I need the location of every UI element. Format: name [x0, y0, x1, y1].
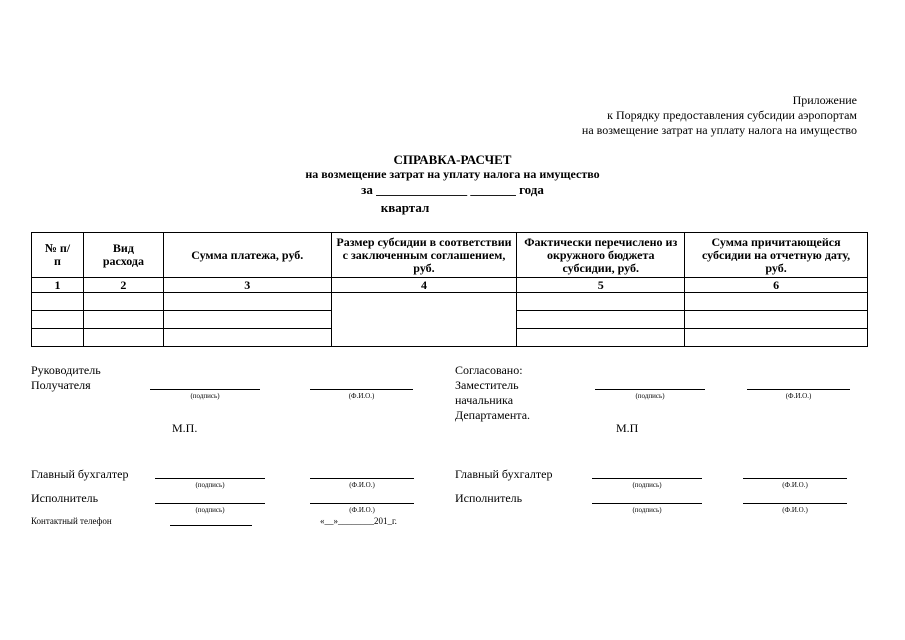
head-fio-line[interactable]	[310, 389, 413, 390]
table-cell[interactable]	[163, 311, 331, 329]
left-executor-label: Исполнитель	[31, 491, 99, 505]
contact-phone-label: Контактный телефон	[31, 516, 112, 526]
deputy-fio-caption: (Ф.И.О.)	[785, 392, 812, 400]
table-cell[interactable]	[517, 311, 685, 329]
quarter-label	[0, 200, 905, 216]
table-cell[interactable]	[685, 311, 868, 329]
col-number-3: 3	[163, 278, 331, 293]
deputy-label-line-2: начальника	[455, 393, 514, 407]
header-subsidy-due: Сумма причитающейся субсидии на отчетную дату, руб.	[685, 233, 868, 278]
right-accountant-signature-caption: (подпись)	[632, 481, 662, 489]
right-executor-signature-line[interactable]	[592, 503, 702, 504]
document-subtitle: на возмещение затрат на уплату налога на имущество	[305, 167, 600, 181]
left-executor-signature-caption: (подпись)	[195, 506, 225, 514]
head-label-line-2: Получателя	[31, 378, 91, 392]
left-accountant-signature-line[interactable]	[155, 478, 265, 479]
right-stamp-label: М.П	[616, 421, 639, 435]
left-accountant-fio-line[interactable]	[310, 478, 414, 479]
header-subsidy-size: Размер субсидии в соответствии с заключенным соглашением, руб.	[331, 233, 517, 278]
right-accountant-signature-line[interactable]	[592, 478, 702, 479]
appendix-line-3: на возмещение затрат на уплату налога на имущество	[581, 123, 857, 137]
calculation-table	[31, 232, 868, 347]
appendix-line-2: к Порядку предоставления субсидии аэропортам	[607, 108, 857, 122]
header-payment-sum: Сумма платежа, руб.	[163, 233, 331, 278]
right-chief-accountant-label: Главный бухгалтер	[455, 467, 553, 481]
header-expense-type: Вид расхода	[83, 233, 163, 278]
deputy-label-line-1: Заместитель	[455, 378, 519, 392]
table-cell[interactable]	[83, 329, 163, 347]
table-cell[interactable]	[163, 329, 331, 347]
table-cell[interactable]	[83, 311, 163, 329]
right-executor-fio-caption: (Ф.И.О.)	[782, 506, 808, 514]
right-executor-fio-line[interactable]	[743, 503, 847, 504]
date-field[interactable]: «__»________201_г.	[320, 516, 397, 526]
header-number: № п/п	[32, 233, 84, 278]
right-accountant-fio-line[interactable]	[743, 478, 847, 479]
table-header-row	[32, 233, 868, 278]
col-number-6: 6	[685, 278, 868, 293]
table-cell[interactable]	[32, 329, 84, 347]
right-executor-label: Исполнитель	[455, 491, 523, 505]
head-signature-line[interactable]	[150, 389, 260, 390]
right-executor-signature-caption: (подпись)	[632, 506, 662, 514]
table-cell[interactable]	[83, 293, 163, 311]
agreed-label: Согласовано:	[455, 363, 523, 377]
left-stamp-label: М.П.	[172, 421, 198, 435]
document-title: СПРАВКА-РАСЧЕТ	[393, 152, 512, 167]
deputy-signature-line[interactable]	[595, 389, 705, 390]
deputy-label-line-3: Департамента.	[455, 408, 531, 422]
appendix-line-1: Приложение	[792, 93, 857, 107]
table-cell[interactable]	[685, 293, 868, 311]
left-accountant-signature-caption: (подпись)	[195, 481, 225, 489]
deputy-signature-caption: (подпись)	[635, 392, 665, 400]
table-cell-merged[interactable]	[331, 293, 517, 347]
left-accountant-fio-caption: (Ф.И.О.)	[349, 481, 375, 489]
period-line: за ______________ _______ года	[361, 182, 544, 197]
deputy-fio-line[interactable]	[747, 389, 850, 390]
col-number-2: 2	[83, 278, 163, 293]
left-executor-fio-caption: (Ф.И.О.)	[349, 506, 375, 514]
left-executor-signature-line[interactable]	[155, 503, 265, 504]
table-cell[interactable]	[32, 311, 84, 329]
table-number-row	[32, 278, 868, 293]
col-number-1: 1	[32, 278, 84, 293]
right-accountant-fio-caption: (Ф.И.О.)	[782, 481, 808, 489]
contact-phone-line[interactable]	[170, 525, 252, 526]
head-label-line-1: Руководитель	[31, 363, 101, 377]
left-executor-fio-line[interactable]	[310, 503, 414, 504]
col-number-5: 5	[517, 278, 685, 293]
table-cell[interactable]	[32, 293, 84, 311]
table-cell[interactable]	[163, 293, 331, 311]
left-chief-accountant-label: Главный бухгалтер	[31, 467, 129, 481]
head-fio-caption: (Ф.И.О.)	[348, 392, 375, 400]
col-number-4: 4	[331, 278, 517, 293]
table-row	[32, 293, 868, 311]
header-actually-transferred: Фактически перечислено из окружного бюджета субсидии, руб.	[517, 233, 685, 278]
table-cell[interactable]	[685, 329, 868, 347]
table-cell[interactable]	[517, 293, 685, 311]
head-signature-caption: (подпись)	[190, 392, 220, 400]
quarter-text: квартал	[380, 200, 430, 215]
table-cell[interactable]	[517, 329, 685, 347]
